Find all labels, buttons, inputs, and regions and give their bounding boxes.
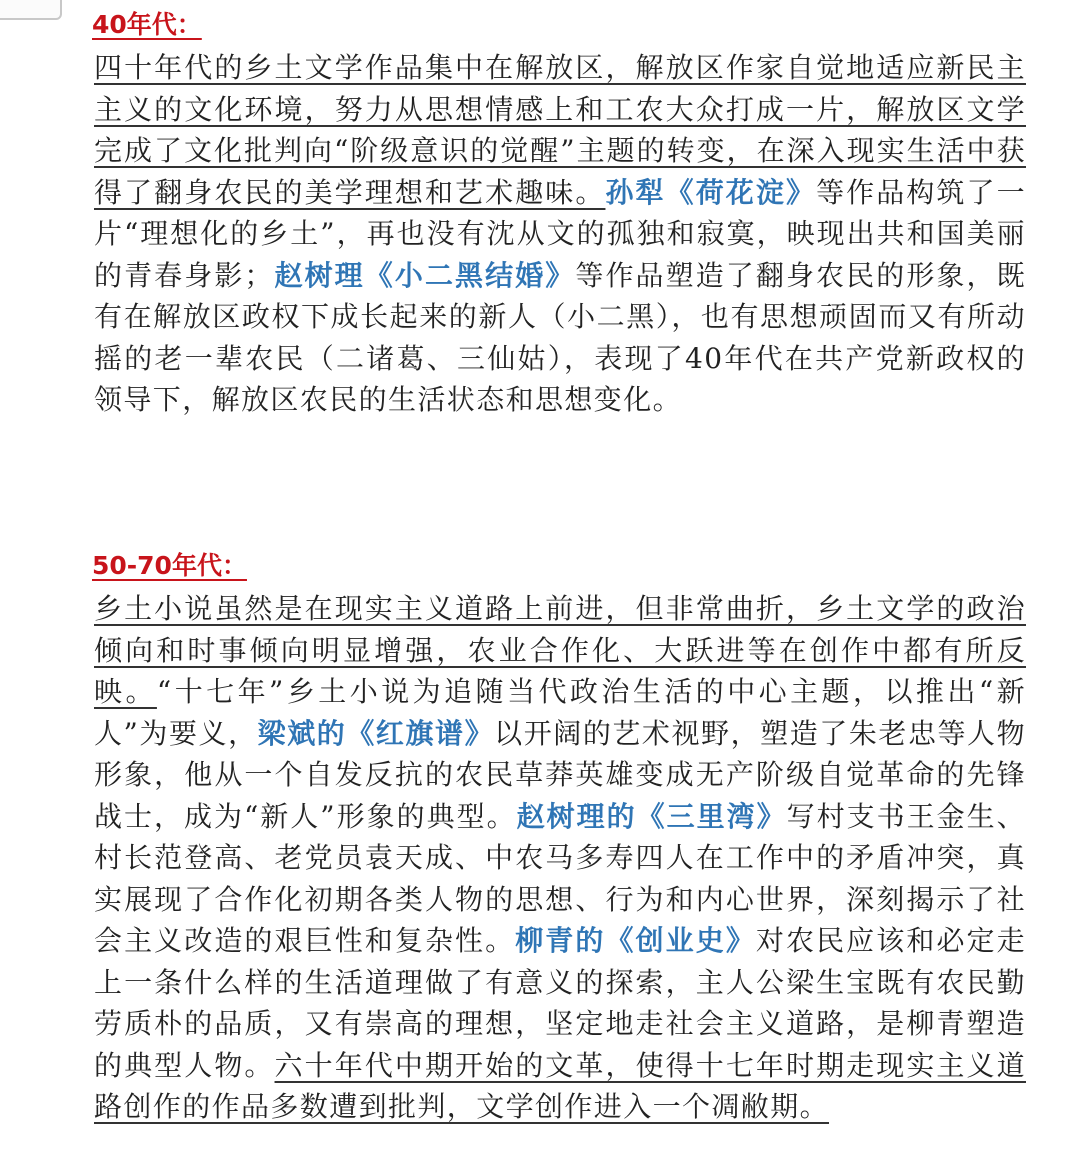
work-title-xiaoerhei: 赵树理《小二黑结婚》: [273, 258, 576, 292]
text-segment: 等作品塑造了翻身农民的形象，既有在解放区政权下成长起来的新人（小二黑），也有思想顽固而又有所动摇的老一辈农民（二诸葛、三仙姑），表现了40年代在共产党新政权的领导下，解放区农民的生活状态和思想变化。: [94, 258, 1026, 416]
work-title-hehuadian: 孙犁《荷花淀》: [605, 175, 817, 209]
underlined-passage-40s: 四十年代的乡土文学作品集中在解放区，解放区作家自觉地适应新民主主义的文化环境，努力从思想情感上和工农大众打成一片，解放区文学完成了文化批判向“阶级意识的觉醒”主题的转变，在深入现实生活中获得了翻身农民的美学理想和艺术趣味。: [94, 51, 1026, 209]
work-title-hongqipu: 梁斌的《红旗谱》: [257, 716, 495, 750]
underlined-passage-50s: 乡土小说虽然是在现实主义道路上前进，但非常曲折，乡土文学的政治倾向和时事倾向明显增强，农业合作化、大跃进等在创作中都有所反映。: [94, 592, 1026, 708]
text-segment: 等作品构筑了一片“理想化的乡土”，再也没有沈从文的孤独和寂寞，映现出共和国美丽的青春身影；: [94, 175, 1026, 292]
text-segment: 对农民应该和必定走上一条什么样的生活道理做了有意义的探索，主人公梁生宝既有农民勤劳质朴的品质，又有崇高的理想，坚定地走社会主义道路，是柳青塑造的典型人物。: [94, 924, 1027, 1082]
paragraph-50-70s: [94, 588, 1026, 1128]
paragraph-40s: [94, 47, 1026, 421]
work-title-chuangyeshi: 柳青的《创业史》: [515, 924, 756, 957]
heading-40s: 40年代：: [92, 10, 202, 39]
work-title-sanliwan: 赵树理的《三里湾》: [516, 799, 787, 833]
text-segment: 写村支书王金生、村长范登高、老党员袁天成、中农马多寿四人在工作中的矛盾冲突，真实展现了合作化初期各类人物的思想、行为和内心世界，深刻揭示了社会主义改造的艰巨性和复杂性。: [94, 799, 1026, 957]
text-segment: “十七年”乡土小说为追随当代政治生活的中心主题，以推出“新人”为要义，: [94, 675, 1026, 750]
text-segment: 以开阔的艺术视野，塑造了朱老忠等人物形象，他从一个自发反抗的农民草莽英雄变成无产阶级自觉革命的先锋战士，成为“新人”形象的典型。: [94, 716, 1027, 833]
corner-frame: [0, 0, 62, 20]
heading-50-70s: 50-70年代：: [92, 551, 247, 580]
underlined-passage-60s: 六十年代中期开始的文革，使得十七年时期走现实主义道路创作的作品多数遭到批判，文学创作进入一个凋敝期。: [94, 1048, 1026, 1123]
